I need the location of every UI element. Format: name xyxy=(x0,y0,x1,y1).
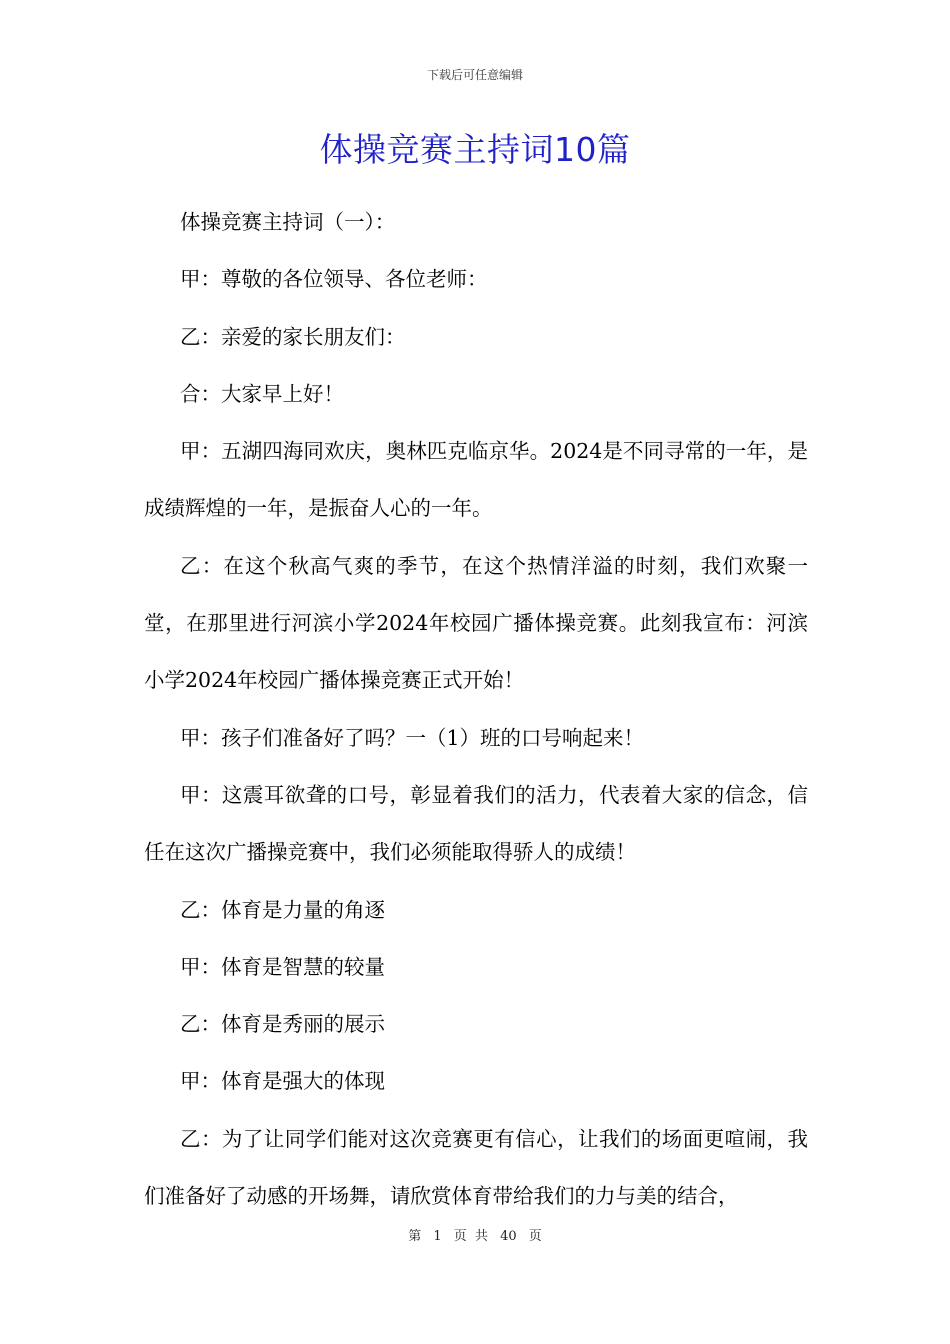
document-title: 体操竞赛主持词10篇 xyxy=(319,130,631,169)
header-note: 下载后可任意编辑 xyxy=(426,68,523,82)
paragraph: 乙：为了让同学们能对这次竞赛更有信心，让我们的场面更喧闹，我们准备好了动感的开场舞，请欣赏体育带给我们的力与美的结合， xyxy=(144,1126,808,1209)
page-footer xyxy=(0,1228,950,1246)
document-body xyxy=(144,194,808,1225)
paragraph: 乙：体育是力量的角逐 xyxy=(180,897,385,922)
paragraph: 甲：体育是智慧的较量 xyxy=(180,954,385,979)
footer-total-pages: 40 xyxy=(500,1229,517,1244)
paragraph: 乙：体育是秀丽的展示 xyxy=(180,1012,385,1037)
footer-page-number: 1 xyxy=(433,1229,442,1244)
paragraph: 甲：体育是强大的体现 xyxy=(180,1069,385,1094)
paragraph: 甲：这震耳欲聋的口号，彰显着我们的活力，代表着大家的信念，信任在这次广播操竞赛中，我们必须能取得骄人的成绩！ xyxy=(144,782,808,865)
paragraph: 合：大家早上好！ xyxy=(180,381,344,406)
paragraph: 甲：尊敬的各位领导、各位老师： xyxy=(180,267,488,292)
paragraph: 甲：五湖四海同欢庆，奥林匹克临京华。2024是不同寻常的一年，是成绩辉煌的一年，是振奋人心的一年。 xyxy=(144,439,808,521)
footer-suffix: 页 xyxy=(528,1229,542,1244)
paragraph: 乙：亲爱的家长朋友们： xyxy=(180,324,406,349)
paragraph: 体操竞赛主持词（一）： xyxy=(180,210,396,234)
paragraph: 甲：孩子们准备好了吗？一（1）班的口号响起来！ xyxy=(180,725,645,750)
footer-middle: 页 共 xyxy=(453,1229,488,1244)
footer-prefix: 第 xyxy=(408,1229,422,1244)
paragraph: 乙：在这个秋高气爽的季节，在这个热情洋溢的时刻，我们欢聚一堂，在那里进行河滨小学2024年校园广播体操竞赛。此刻我宣布：河滨小学2024年校园广播体操竞赛正式开始！ xyxy=(144,553,808,693)
